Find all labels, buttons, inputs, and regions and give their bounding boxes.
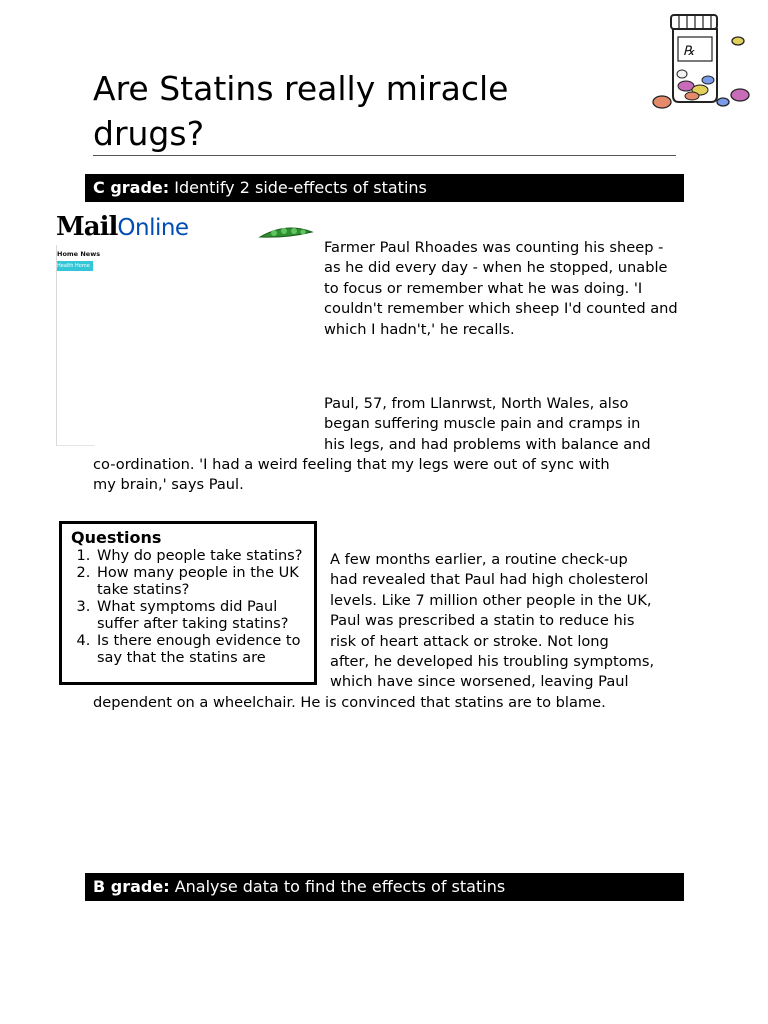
questions-list: [62, 548, 314, 667]
paragraph-3-line: risk of heart attack or stroke. Not long: [330, 633, 609, 650]
c-grade-task: Identify 2 side-effects of statins: [169, 178, 427, 197]
b-grade-label: B grade:: [93, 877, 170, 896]
paragraph-3-line: A few months earlier, a routine check-up: [330, 551, 628, 568]
svg-text:℞: ℞: [683, 44, 695, 59]
article-snippet-frame: [56, 245, 101, 446]
question-item: 2. How many people in the UK take statins?: [95, 565, 314, 599]
paragraph-3-line: which have since worsened, leaving Paul: [330, 673, 629, 690]
paragraph-2-line: my brain,' says Paul.: [93, 476, 244, 493]
c-grade-label: C grade:: [93, 178, 170, 197]
paragraph-2-line: his legs, and had problems with balance and: [324, 436, 651, 453]
paragraph-3-line: Paul was prescribed a statin to reduce his: [330, 612, 635, 629]
mail-online-logo: [56, 212, 189, 242]
paragraph-2-line: co-ordination. 'I had a weird feeling that my legs were out of sync with: [93, 456, 610, 473]
online-logo-text: Online: [117, 215, 189, 241]
pill-bottle-icon: [646, 10, 754, 112]
questions-heading: Questions: [71, 528, 162, 547]
c-grade-banner: [85, 174, 684, 202]
article-snippet-section: Health Home: [57, 261, 93, 271]
paragraph-3-line: dependent on a wheelchair. He is convinced that statins are to blame.: [93, 694, 606, 711]
questions-box: [59, 521, 317, 685]
paragraph-3-line: after, he developed his troubling symptoms,: [330, 653, 655, 670]
article-paragraph-1: Farmer Paul Rhoades was counting his sheep - as he did every day - when he stopped, unable to focus or remember what he was doing. 'I couldn't remember which sheep I'd counted and which I hadn't,' he recalls.: [324, 239, 678, 338]
question-item: 3. What symptoms did Paul suffer after taking statins?: [95, 599, 314, 633]
b-grade-banner: [85, 873, 684, 901]
paragraph-3-line: levels. Like 7 million other people in the UK,: [330, 592, 652, 609]
paragraph-2-line: began suffering muscle pain and cramps in: [324, 415, 641, 432]
question-item: 4. Is there enough evidence to say that the statins are: [95, 633, 314, 667]
paragraph-2-line: Paul, 57, from Llanrwst, North Wales, also: [324, 395, 629, 412]
question-item: 1. Why do people take statins?: [95, 548, 314, 565]
article-snippet-nav: Home News: [57, 250, 101, 258]
paragraph-3-line: had revealed that Paul had high cholesterol: [330, 571, 649, 588]
b-grade-task: Analyse data to find the effects of statins: [169, 877, 506, 896]
mail-logo-text: Mail: [56, 212, 118, 242]
title-underline: [93, 155, 676, 156]
peas-icon: [258, 224, 314, 240]
page-title: Are Statins really miracle drugs?: [93, 69, 509, 153]
